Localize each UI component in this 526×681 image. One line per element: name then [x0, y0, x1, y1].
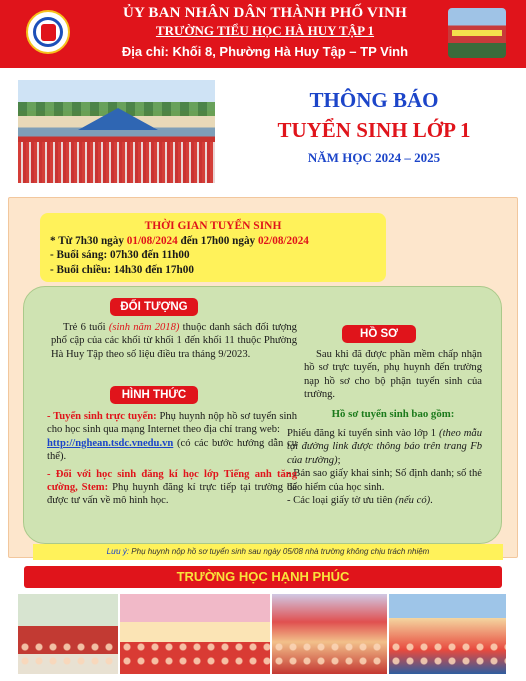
time-heading: THỜI GIAN TUYỂN SINH	[144, 220, 282, 232]
enrollment-title: TUYỂN SINH LỚP 1	[277, 118, 471, 142]
photo-students-1	[18, 594, 118, 674]
method-onsite: - Đối với học sinh đăng kí học lớp Tiếng anh tăng cường, Stem: Phụ huynh đăng kí trực tiếp tại trường để được tư vấn về mô hình học.	[47, 468, 297, 507]
header-authority: ỦY BAN NHÂN DÂN THÀNH PHỐ VINH	[122, 5, 408, 21]
documents-tag: HỒ SƠ	[342, 325, 416, 343]
documents-item-form: Phiếu đăng kí tuyển sinh vào lớp 1 (theo mẫu tại đường link được thông báo trên trang Fb của trường);	[287, 428, 482, 466]
documents-list-title: Hồ sơ tuyển sinh bao gồm:	[331, 408, 455, 420]
happy-school-banner: TRƯỜNG HỌC HẠNH PHÚC	[24, 566, 502, 588]
method-tag: HÌNH THỨC	[110, 386, 198, 404]
school-logo-icon	[26, 10, 70, 54]
header-bar	[0, 0, 526, 68]
target-group-tag: ĐỐI TƯỢNG	[110, 298, 198, 316]
documents-text: Sau khi đã được phần mềm chấp nhận hồ sơ trực tuyến, phụ huynh đến trường nạp hồ sơ cho bộ phận tuyển sinh của trường.	[304, 349, 482, 401]
time-morning: - Buổi sáng: 07h30 đến 11h00	[50, 249, 190, 262]
header-photo	[448, 8, 506, 58]
header-school-name: TRƯỜNG TIỂU HỌC HÀ HUY TẬP 1	[155, 23, 375, 38]
time-afternoon: - Buổi chiều: 14h30 đến 17h00	[50, 263, 194, 276]
school-year: NĂM HỌC 2024 – 2025	[307, 150, 441, 165]
school-courtyard-photo	[18, 80, 215, 183]
note-bar: Lưu ý: Phụ huynh nộp hồ sơ tuyển sinh sau ngày 05/08 nhà trường không chịu trách nhiệm	[33, 544, 503, 560]
notice-title: THÔNG BÁO	[309, 88, 439, 112]
documents-item-priority: - Các loại giấy tờ ưu tiên (nếu có).	[287, 495, 433, 507]
time-range: * Từ 7h30 ngày 01/08/2024 đến 17h00 ngày 02/08/2024	[50, 235, 309, 248]
photo-students-4	[389, 594, 506, 674]
method-text	[47, 410, 297, 508]
target-group-text: Trẻ 6 tuổi (sinh năm 2018) thuộc danh sách đối tượng phổ cập của các khối từ khối 1 đến khối 11 thuộc Phường Hà Huy Tập theo số liệu điều tra tháng 9/2023.	[51, 322, 297, 360]
documents-list	[287, 427, 482, 507]
photo-students-2	[120, 594, 270, 674]
method-online: - Tuyển sinh trực tuyến: Phụ huynh nộp hồ sơ tuyển sinh cho học sinh qua mạng Internet theo địa chỉ trang web: http://nghean.tsdc.vnedu.vn (có các bước hướng dẫn cụ thể).	[47, 411, 297, 463]
photo-students-3	[272, 594, 387, 674]
documents-item-birth: - Bản sao giấy khai sinh; Số định danh; số thẻ bảo hiểm của học sinh.	[287, 468, 482, 493]
enrollment-time-box	[40, 213, 386, 282]
registration-link[interactable]: http://nghean.tsdc.vnedu.vn	[47, 437, 174, 449]
header-address: Địa chỉ: Khối 8, Phường Hà Huy Tập – TP Vinh	[121, 44, 409, 59]
